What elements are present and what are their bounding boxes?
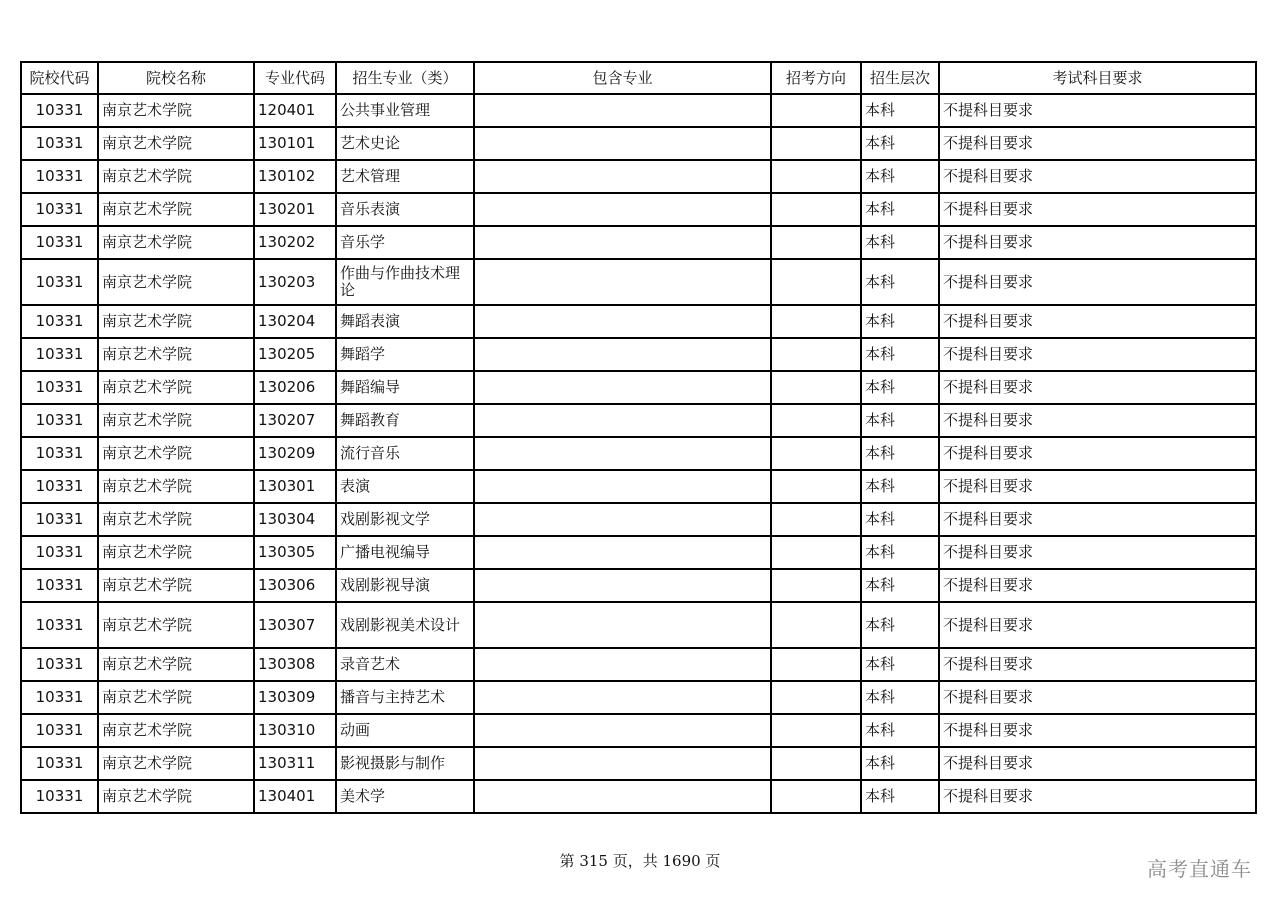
cell-school-code: 10331 — [21, 780, 98, 813]
cell-major: 广播电视编导 — [336, 536, 474, 569]
cell-major: 美术学 — [336, 780, 474, 813]
table-row — [21, 305, 1256, 338]
cell-major: 表演 — [336, 470, 474, 503]
cell-major-code: 130209 — [254, 437, 336, 470]
cell-included-majors — [474, 160, 771, 193]
cell-direction — [771, 536, 861, 569]
cell-school-code: 10331 — [21, 437, 98, 470]
cell-direction — [771, 437, 861, 470]
table-row — [21, 94, 1256, 127]
cell-school-name: 南京艺术学院 — [98, 602, 254, 648]
cell-included-majors — [474, 714, 771, 747]
cell-included-majors — [474, 503, 771, 536]
header-included-majors: 包含专业 — [474, 62, 771, 94]
cell-requirement: 不提科目要求 — [939, 602, 1256, 648]
cell-direction — [771, 259, 861, 305]
cell-level: 本科 — [861, 536, 939, 569]
cell-included-majors — [474, 747, 771, 780]
cell-direction — [771, 569, 861, 602]
cell-school-name: 南京艺术学院 — [98, 780, 254, 813]
cell-major: 作曲与作曲技术理论 — [336, 259, 474, 305]
cell-major-code: 130308 — [254, 648, 336, 681]
cell-school-code: 10331 — [21, 470, 98, 503]
cell-direction — [771, 602, 861, 648]
cell-level: 本科 — [861, 338, 939, 371]
table-row — [21, 536, 1256, 569]
cell-level: 本科 — [861, 259, 939, 305]
cell-school-name: 南京艺术学院 — [98, 747, 254, 780]
watermark-logo: 高考直通车 — [1147, 857, 1252, 881]
cell-requirement: 不提科目要求 — [939, 160, 1256, 193]
cell-school-name: 南京艺术学院 — [98, 714, 254, 747]
cell-included-majors — [474, 305, 771, 338]
cell-major-code: 130401 — [254, 780, 336, 813]
cell-school-name: 南京艺术学院 — [98, 371, 254, 404]
table-row — [21, 714, 1256, 747]
cell-level: 本科 — [861, 681, 939, 714]
cell-school-code: 10331 — [21, 681, 98, 714]
cell-level: 本科 — [861, 127, 939, 160]
cell-level: 本科 — [861, 569, 939, 602]
cell-level: 本科 — [861, 193, 939, 226]
cell-level: 本科 — [861, 503, 939, 536]
table-row — [21, 503, 1256, 536]
cell-school-code: 10331 — [21, 714, 98, 747]
cell-included-majors — [474, 404, 771, 437]
cell-school-code: 10331 — [21, 338, 98, 371]
enrollment-table-container — [20, 61, 1255, 814]
cell-level: 本科 — [861, 437, 939, 470]
cell-major-code: 130207 — [254, 404, 336, 437]
cell-requirement: 不提科目要求 — [939, 536, 1256, 569]
header-school-code: 院校代码 — [21, 62, 98, 94]
cell-level: 本科 — [861, 780, 939, 813]
table-row — [21, 127, 1256, 160]
table-row — [21, 160, 1256, 193]
cell-requirement: 不提科目要求 — [939, 259, 1256, 305]
cell-direction — [771, 470, 861, 503]
cell-included-majors — [474, 681, 771, 714]
cell-major-code: 130309 — [254, 681, 336, 714]
cell-major-code: 130201 — [254, 193, 336, 226]
cell-direction — [771, 94, 861, 127]
cell-direction — [771, 503, 861, 536]
cell-school-name: 南京艺术学院 — [98, 259, 254, 305]
header-school-name: 院校名称 — [98, 62, 254, 94]
cell-school-code: 10331 — [21, 305, 98, 338]
table-row — [21, 569, 1256, 602]
cell-level: 本科 — [861, 226, 939, 259]
cell-level: 本科 — [861, 714, 939, 747]
cell-major-code: 130310 — [254, 714, 336, 747]
table-row — [21, 404, 1256, 437]
cell-level: 本科 — [861, 470, 939, 503]
table-row — [21, 747, 1256, 780]
cell-included-majors — [474, 602, 771, 648]
cell-requirement: 不提科目要求 — [939, 470, 1256, 503]
cell-major: 影视摄影与制作 — [336, 747, 474, 780]
cell-major-code: 130311 — [254, 747, 336, 780]
cell-school-name: 南京艺术学院 — [98, 226, 254, 259]
cell-direction — [771, 747, 861, 780]
table-row — [21, 681, 1256, 714]
cell-included-majors — [474, 470, 771, 503]
cell-major: 戏剧影视美术设计 — [336, 602, 474, 648]
cell-included-majors — [474, 780, 771, 813]
cell-included-majors — [474, 536, 771, 569]
cell-school-name: 南京艺术学院 — [98, 648, 254, 681]
cell-major: 录音艺术 — [336, 648, 474, 681]
cell-major: 舞蹈表演 — [336, 305, 474, 338]
table-row — [21, 780, 1256, 813]
table-row — [21, 437, 1256, 470]
cell-requirement: 不提科目要求 — [939, 648, 1256, 681]
cell-direction — [771, 226, 861, 259]
cell-direction — [771, 714, 861, 747]
cell-school-code: 10331 — [21, 226, 98, 259]
header-direction: 招考方向 — [771, 62, 861, 94]
cell-level: 本科 — [861, 747, 939, 780]
cell-major: 艺术管理 — [336, 160, 474, 193]
cell-major-code: 130304 — [254, 503, 336, 536]
cell-requirement: 不提科目要求 — [939, 404, 1256, 437]
table-row — [21, 648, 1256, 681]
cell-level: 本科 — [861, 404, 939, 437]
cell-school-name: 南京艺术学院 — [98, 160, 254, 193]
cell-school-name: 南京艺术学院 — [98, 470, 254, 503]
cell-school-name: 南京艺术学院 — [98, 437, 254, 470]
cell-included-majors — [474, 371, 771, 404]
table-body — [21, 94, 1256, 813]
cell-school-code: 10331 — [21, 94, 98, 127]
page-number: 第 315 页，共 1690 页 — [559, 852, 721, 870]
cell-school-code: 10331 — [21, 404, 98, 437]
cell-school-code: 10331 — [21, 747, 98, 780]
table-row — [21, 226, 1256, 259]
cell-school-name: 南京艺术学院 — [98, 536, 254, 569]
cell-requirement: 不提科目要求 — [939, 714, 1256, 747]
cell-requirement: 不提科目要求 — [939, 437, 1256, 470]
cell-school-name: 南京艺术学院 — [98, 193, 254, 226]
cell-major-code: 130301 — [254, 470, 336, 503]
table-row — [21, 371, 1256, 404]
cell-direction — [771, 780, 861, 813]
cell-major-code: 130101 — [254, 127, 336, 160]
header-major: 招生专业（类） — [336, 62, 474, 94]
cell-direction — [771, 305, 861, 338]
cell-school-name: 南京艺术学院 — [98, 681, 254, 714]
cell-included-majors — [474, 437, 771, 470]
cell-school-name: 南京艺术学院 — [98, 503, 254, 536]
cell-major: 舞蹈编导 — [336, 371, 474, 404]
cell-requirement: 不提科目要求 — [939, 681, 1256, 714]
cell-major-code: 130306 — [254, 569, 336, 602]
header-major-code: 专业代码 — [254, 62, 336, 94]
cell-school-code: 10331 — [21, 536, 98, 569]
cell-major: 播音与主持艺术 — [336, 681, 474, 714]
cell-direction — [771, 404, 861, 437]
cell-included-majors — [474, 127, 771, 160]
cell-included-majors — [474, 648, 771, 681]
header-requirement: 考试科目要求 — [939, 62, 1256, 94]
cell-major: 音乐学 — [336, 226, 474, 259]
table-row — [21, 338, 1256, 371]
cell-school-name: 南京艺术学院 — [98, 338, 254, 371]
cell-major-code: 130307 — [254, 602, 336, 648]
cell-school-code: 10331 — [21, 648, 98, 681]
cell-included-majors — [474, 569, 771, 602]
cell-school-name: 南京艺术学院 — [98, 305, 254, 338]
cell-requirement: 不提科目要求 — [939, 747, 1256, 780]
enrollment-table — [20, 61, 1257, 814]
cell-major-code: 130204 — [254, 305, 336, 338]
cell-major-code: 120401 — [254, 94, 336, 127]
cell-school-name: 南京艺术学院 — [98, 569, 254, 602]
cell-school-code: 10331 — [21, 503, 98, 536]
cell-requirement: 不提科目要求 — [939, 226, 1256, 259]
cell-direction — [771, 648, 861, 681]
cell-requirement: 不提科目要求 — [939, 569, 1256, 602]
cell-included-majors — [474, 259, 771, 305]
cell-major: 舞蹈学 — [336, 338, 474, 371]
table-row — [21, 259, 1256, 305]
table-row — [21, 602, 1256, 648]
cell-level: 本科 — [861, 648, 939, 681]
header-level: 招生层次 — [861, 62, 939, 94]
cell-major-code: 130102 — [254, 160, 336, 193]
cell-major-code: 130305 — [254, 536, 336, 569]
cell-level: 本科 — [861, 94, 939, 127]
cell-school-name: 南京艺术学院 — [98, 94, 254, 127]
cell-included-majors — [474, 226, 771, 259]
cell-school-name: 南京艺术学院 — [98, 404, 254, 437]
cell-school-code: 10331 — [21, 371, 98, 404]
cell-requirement: 不提科目要求 — [939, 305, 1256, 338]
cell-major: 艺术史论 — [336, 127, 474, 160]
cell-requirement: 不提科目要求 — [939, 780, 1256, 813]
cell-direction — [771, 681, 861, 714]
cell-included-majors — [474, 338, 771, 371]
cell-level: 本科 — [861, 371, 939, 404]
cell-school-code: 10331 — [21, 259, 98, 305]
cell-major: 公共事业管理 — [336, 94, 474, 127]
cell-direction — [771, 193, 861, 226]
cell-school-name: 南京艺术学院 — [98, 127, 254, 160]
cell-major-code: 130205 — [254, 338, 336, 371]
cell-requirement: 不提科目要求 — [939, 94, 1256, 127]
cell-direction — [771, 338, 861, 371]
cell-direction — [771, 371, 861, 404]
cell-major-code: 130203 — [254, 259, 336, 305]
cell-major: 戏剧影视文学 — [336, 503, 474, 536]
cell-major-code: 130202 — [254, 226, 336, 259]
cell-included-majors — [474, 94, 771, 127]
cell-requirement: 不提科目要求 — [939, 338, 1256, 371]
cell-major: 戏剧影视导演 — [336, 569, 474, 602]
cell-direction — [771, 127, 861, 160]
cell-major: 音乐表演 — [336, 193, 474, 226]
table-row — [21, 470, 1256, 503]
cell-school-code: 10331 — [21, 127, 98, 160]
cell-major: 舞蹈教育 — [336, 404, 474, 437]
table-row — [21, 193, 1256, 226]
cell-requirement: 不提科目要求 — [939, 127, 1256, 160]
cell-requirement: 不提科目要求 — [939, 503, 1256, 536]
cell-major: 动画 — [336, 714, 474, 747]
table-header-row — [21, 62, 1256, 94]
cell-requirement: 不提科目要求 — [939, 371, 1256, 404]
cell-requirement: 不提科目要求 — [939, 193, 1256, 226]
cell-school-code: 10331 — [21, 602, 98, 648]
cell-level: 本科 — [861, 602, 939, 648]
cell-level: 本科 — [861, 305, 939, 338]
cell-level: 本科 — [861, 160, 939, 193]
cell-major: 流行音乐 — [336, 437, 474, 470]
cell-major-code: 130206 — [254, 371, 336, 404]
cell-direction — [771, 160, 861, 193]
cell-school-code: 10331 — [21, 160, 98, 193]
cell-school-code: 10331 — [21, 569, 98, 602]
cell-included-majors — [474, 193, 771, 226]
cell-school-code: 10331 — [21, 193, 98, 226]
